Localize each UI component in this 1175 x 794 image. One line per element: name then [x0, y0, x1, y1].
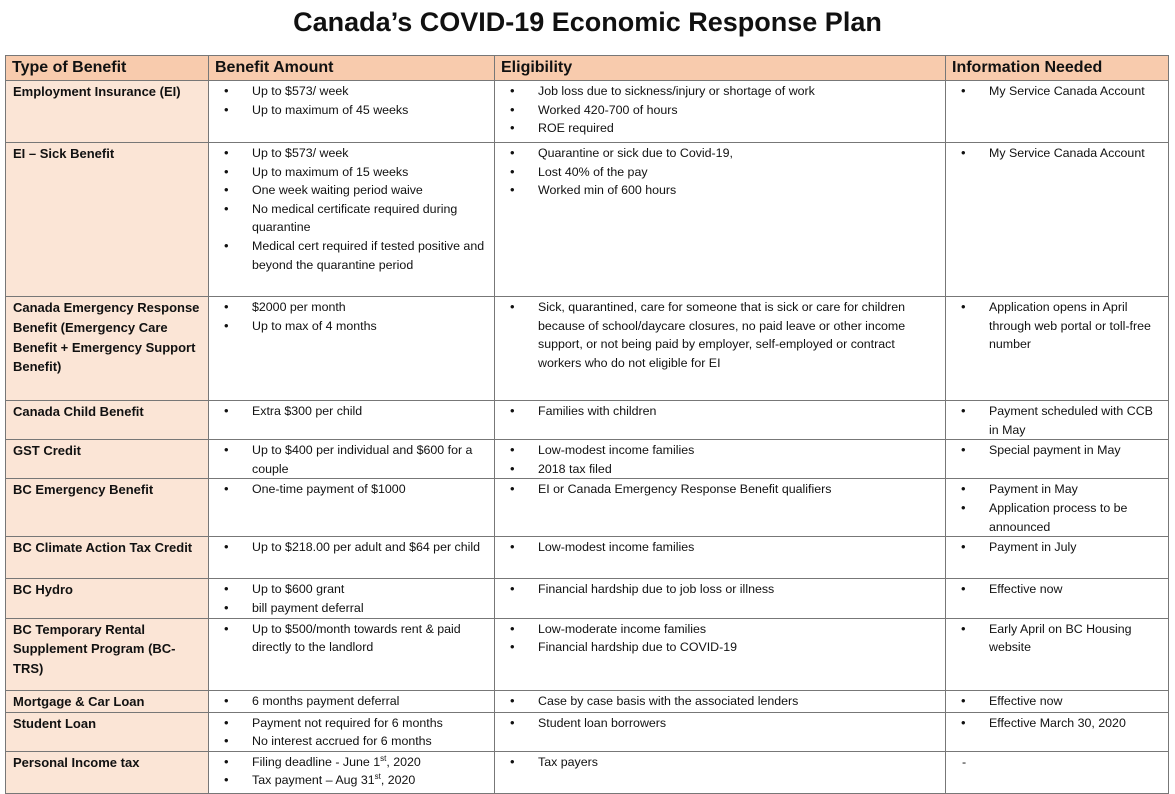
list-item: • One-time payment of $1000: [215, 480, 488, 499]
list-item: • Quarantine or sick due to Covid-19,: [501, 144, 939, 163]
information-cell: [946, 690, 1169, 712]
list-item: • Families with children: [501, 402, 939, 421]
benefit-type: Personal Income tax: [6, 751, 209, 793]
information-cell: [946, 537, 1169, 579]
list-item: • My Service Canada Account: [952, 82, 1162, 101]
list-item: • Low-modest income families: [501, 441, 939, 460]
eligibility-cell: [495, 479, 946, 537]
benefit-type: Mortgage & Car Loan: [6, 690, 209, 712]
information-cell: [946, 712, 1169, 751]
list-item: • Application process to be announced: [952, 499, 1162, 536]
list-item: • Effective March 30, 2020: [952, 714, 1162, 733]
eligibility-cell: [495, 537, 946, 579]
page-title: Canada’s COVID-19 Economic Response Plan: [293, 7, 882, 37]
list-item: • Low-moderate income families: [501, 620, 939, 639]
benefit-amount-cell: [209, 479, 495, 537]
list-item: • Up to $573/ week: [215, 144, 488, 163]
header-type-of-benefit: Type of Benefit: [6, 56, 209, 81]
benefit-amount-cell: [209, 712, 495, 751]
list-item: • Worked min of 600 hours: [501, 181, 939, 200]
list-item: • Filing deadline - June 1st, 2020: [215, 753, 488, 772]
benefit-type: Employment Insurance (EI): [6, 81, 209, 143]
list-item: • Up to $600 grant: [215, 580, 488, 599]
benefits-table: [5, 55, 1169, 794]
benefit-type: EI – Sick Benefit: [6, 143, 209, 297]
list-item: • Job loss due to sickness/injury or shortage of work: [501, 82, 939, 101]
table-row: [6, 401, 1169, 440]
list-item: • Extra $300 per child: [215, 402, 488, 421]
information-cell: [946, 751, 1169, 793]
information-cell: [946, 401, 1169, 440]
table-row: [6, 81, 1169, 143]
header-benefit-amount: Benefit Amount: [209, 56, 495, 81]
eligibility-cell: [495, 440, 946, 479]
eligibility-cell: [495, 81, 946, 143]
information-cell: [946, 81, 1169, 143]
benefit-type: Student Loan: [6, 712, 209, 751]
list-item: • Early April on BC Housing website: [952, 620, 1162, 657]
table-header-row: [6, 56, 1169, 81]
benefit-amount-cell: [209, 751, 495, 793]
table-row: [6, 712, 1169, 751]
list-item: • Up to $500/month towards rent & paid directly to the landlord: [215, 620, 488, 657]
list-item: • Payment scheduled with CCB in May: [952, 402, 1162, 439]
list-item: • Sick, quarantined, care for someone that is sick or care for children because of school/daycare closures, no paid leave or other income support, or not being paid by employer, self-employed or contract workers who do not eligible for EI: [501, 298, 939, 372]
benefit-amount-cell: [209, 440, 495, 479]
list-item: • Up to maximum of 45 weeks: [215, 101, 488, 120]
benefit-type: BC Climate Action Tax Credit: [6, 537, 209, 579]
information-cell: [946, 143, 1169, 297]
header-information-needed: Information Needed: [946, 56, 1169, 81]
list-item: • Up to $573/ week: [215, 82, 488, 101]
list-item: • Payment in July: [952, 538, 1162, 557]
list-item: • No interest accrued for 6 months: [215, 732, 488, 751]
table-row: [6, 751, 1169, 793]
list-item: • ROE required: [501, 119, 939, 138]
list-item: • Financial hardship due to job loss or illness: [501, 580, 939, 599]
benefit-type: GST Credit: [6, 440, 209, 479]
list-item: • My Service Canada Account: [952, 144, 1162, 163]
benefit-amount-cell: [209, 81, 495, 143]
list-item: • Payment in May: [952, 480, 1162, 499]
list-item: • Case by case basis with the associated lenders: [501, 692, 939, 711]
list-item: • $2000 per month: [215, 298, 488, 317]
eligibility-cell: [495, 751, 946, 793]
information-cell: [946, 440, 1169, 479]
list-item: • Tax payment – Aug 31st, 2020: [215, 771, 488, 790]
table-row: [6, 440, 1169, 479]
benefit-type: Canada Child Benefit: [6, 401, 209, 440]
benefit-type: BC Temporary Rental Supplement Program (BC-TRS): [6, 618, 209, 690]
benefit-amount-cell: [209, 579, 495, 618]
list-item: • Special payment in May: [952, 441, 1162, 460]
list-item: • Student loan borrowers: [501, 714, 939, 733]
list-item: • Payment not required for 6 months: [215, 714, 488, 733]
list-item: • Tax payers: [501, 753, 939, 772]
list-item: • Up to $218.00 per adult and $64 per child: [215, 538, 488, 557]
information-cell: [946, 618, 1169, 690]
list-item: • Worked 420-700 of hours: [501, 101, 939, 120]
table-row: [6, 479, 1169, 537]
table-row: [6, 690, 1169, 712]
benefit-type: BC Emergency Benefit: [6, 479, 209, 537]
benefit-amount-cell: [209, 618, 495, 690]
table-row: [6, 537, 1169, 579]
eligibility-cell: [495, 297, 946, 401]
header-eligibility: Eligibility: [495, 56, 946, 81]
list-item: • Medical cert required if tested positive and beyond the quarantine period: [215, 237, 488, 274]
list-item: • Low-modest income families: [501, 538, 939, 557]
table-row: [6, 618, 1169, 690]
list-item: • Effective now: [952, 580, 1162, 599]
benefit-amount-cell: [209, 401, 495, 440]
benefit-type: BC Hydro: [6, 579, 209, 618]
list-item: • No medical certificate required during quarantine: [215, 200, 488, 237]
list-item: • Up to max of 4 months: [215, 317, 488, 336]
benefit-amount-cell: [209, 143, 495, 297]
eligibility-cell: [495, 143, 946, 297]
benefit-amount-cell: [209, 297, 495, 401]
list-item: • Up to $400 per individual and $600 for a couple: [215, 441, 488, 478]
list-item: • Up to maximum of 15 weeks: [215, 163, 488, 182]
info-text: -: [962, 754, 967, 769]
list-item: • Application opens in April through web portal or toll-free number: [952, 298, 1162, 354]
eligibility-cell: [495, 712, 946, 751]
table-row: [6, 297, 1169, 401]
eligibility-cell: [495, 401, 946, 440]
information-cell: [946, 579, 1169, 618]
list-item: • Financial hardship due to COVID-19: [501, 638, 939, 657]
eligibility-cell: [495, 690, 946, 712]
list-item: • bill payment deferral: [215, 599, 488, 618]
eligibility-cell: [495, 618, 946, 690]
benefit-amount-cell: [209, 537, 495, 579]
information-cell: [946, 297, 1169, 401]
eligibility-cell: [495, 579, 946, 618]
benefit-type: Canada Emergency Response Benefit (Emergency Care Benefit + Emergency Support Benefit): [6, 297, 209, 401]
list-item: • Lost 40% of the pay: [501, 163, 939, 182]
list-item: • 2018 tax filed: [501, 460, 939, 479]
list-item: • Effective now: [952, 692, 1162, 711]
table-row: [6, 143, 1169, 297]
list-item: • EI or Canada Emergency Response Benefit qualifiers: [501, 480, 939, 499]
benefit-amount-cell: [209, 690, 495, 712]
list-item: • One week waiting period waive: [215, 181, 488, 200]
list-item: • 6 months payment deferral: [215, 692, 488, 711]
table-row: [6, 579, 1169, 618]
information-cell: [946, 479, 1169, 537]
